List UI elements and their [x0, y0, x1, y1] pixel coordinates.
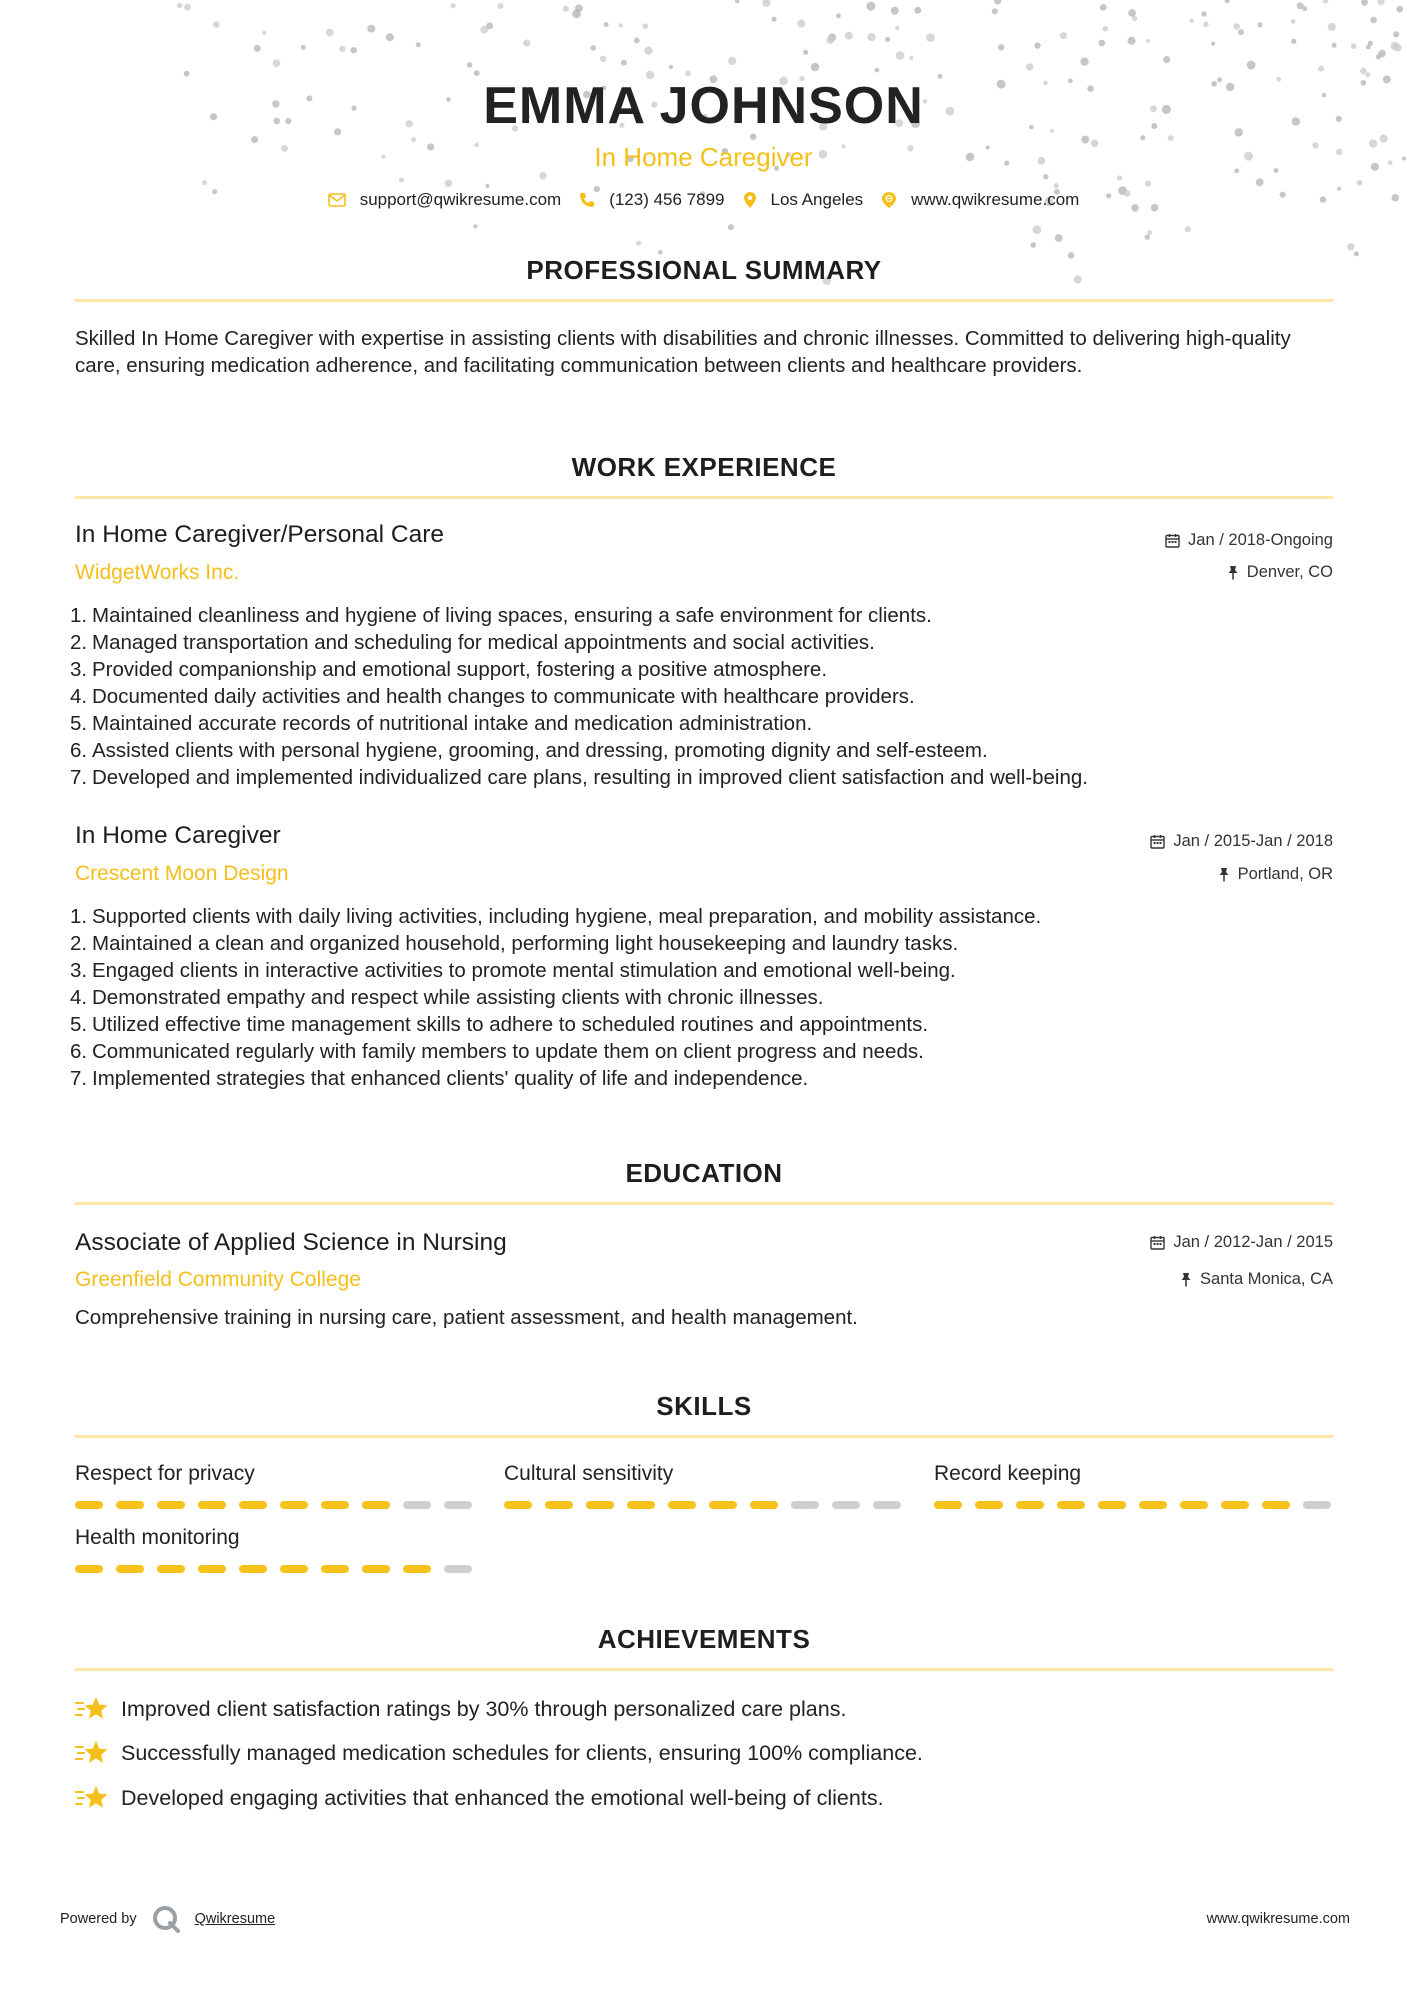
job-title: In Home Caregiver	[75, 822, 281, 849]
skill-level-segment	[239, 1501, 267, 1509]
job-date	[1150, 832, 1333, 851]
contact-phone[interactable]	[579, 190, 724, 210]
skill-level-segment	[444, 1565, 472, 1573]
list-item-text: Demonstrated empathy and respect while assisting clients with chronic illnesses.	[92, 986, 824, 1009]
skill-level-segment	[1098, 1501, 1126, 1509]
pushpin-icon	[1180, 1272, 1192, 1287]
achievement-text: Successfully managed medication schedules for clients, ensuring 100% compliance.	[121, 1740, 923, 1765]
skill-level-segment	[1057, 1501, 1085, 1509]
skill-level-segment	[280, 1565, 308, 1573]
degree-title: Associate of Applied Science in Nursing	[75, 1229, 507, 1256]
list-item-number: 1.	[70, 905, 88, 928]
skill-level-segment	[545, 1501, 573, 1509]
skill-level-segment	[1016, 1501, 1044, 1509]
contact-website[interactable]	[881, 190, 1079, 210]
skill-level-segment	[873, 1501, 901, 1509]
list-item	[70, 737, 1340, 764]
skill-level-bar	[75, 1501, 475, 1509]
list-item-text: Maintained a clean and organized household, performing light housekeeping and laundry tasks.	[92, 932, 959, 955]
achievement-item	[75, 1695, 846, 1723]
achievement-item	[75, 1784, 884, 1812]
skill-item	[75, 1461, 475, 1509]
list-item	[70, 984, 1340, 1011]
list-item-number: 3.	[70, 658, 88, 681]
list-item-number: 4.	[70, 685, 88, 708]
calendar-icon	[1150, 834, 1165, 849]
star-icon	[75, 1784, 109, 1812]
skills-heading: SKILLS	[656, 1391, 752, 1421]
globe-pin-icon	[881, 191, 897, 209]
powered-by	[60, 1904, 275, 1934]
list-item-text: Developed and implemented individualized care plans, resulting in improved client satisfaction and well-being.	[92, 766, 1088, 789]
job-company: Crescent Moon Design	[75, 862, 289, 885]
resume-header	[0, 74, 1407, 210]
page-footer	[60, 1904, 1350, 1934]
list-item-number: 2.	[70, 631, 88, 654]
list-item	[70, 656, 1340, 683]
skill-level-segment	[1262, 1501, 1290, 1509]
experience-heading: WORK EXPERIENCE	[571, 452, 837, 482]
education-location	[1180, 1270, 1333, 1289]
education-description: Comprehensive training in nursing care, patient assessment, and health management.	[75, 1306, 858, 1329]
list-item-number: 5.	[70, 712, 88, 735]
job-location	[1227, 563, 1333, 582]
contact-bar	[0, 190, 1407, 210]
summary-heading: PROFESSIONAL SUMMARY	[526, 255, 882, 285]
brand-link[interactable]: Qwikresume	[194, 1911, 276, 1927]
skill-level-segment	[709, 1501, 737, 1509]
envelope-icon	[328, 193, 346, 207]
skill-level-segment	[362, 1501, 390, 1509]
skill-item	[75, 1525, 475, 1573]
list-item-text: Provided companionship and emotional support, fostering a positive atmosphere.	[92, 658, 828, 681]
list-item-number: 6.	[70, 1040, 88, 1063]
job-location	[1218, 865, 1333, 884]
job-date-text: Jan / 2015-Jan / 2018	[1173, 832, 1333, 850]
star-icon	[75, 1695, 109, 1723]
list-item	[70, 903, 1340, 930]
skill-level-segment	[403, 1501, 431, 1509]
list-item-number: 2.	[70, 932, 88, 955]
list-item-number: 3.	[70, 959, 88, 982]
list-item-number: 7.	[70, 766, 88, 789]
job-date-text: Jan / 2018-Ongoing	[1188, 531, 1333, 549]
summary-text: Skilled In Home Caregiver with expertise in assisting clients with disabilities and chronic illnesses. Committed to delivering high-quality care, ensuring medication adherence, and facilitating communication between clients and healthcare providers.	[75, 327, 1291, 377]
pushpin-icon	[1218, 867, 1230, 882]
skill-level-segment	[75, 1565, 103, 1573]
list-item-text: Maintained cleanliness and hygiene of living spaces, ensuring a safe environment for clients.	[92, 604, 932, 627]
skill-level-bar	[75, 1565, 475, 1573]
skill-label: Health monitoring	[75, 1526, 240, 1549]
list-item	[70, 930, 1340, 957]
calendar-icon	[1165, 533, 1180, 548]
list-item	[70, 683, 1340, 710]
skill-level-segment	[198, 1501, 226, 1509]
list-item	[70, 764, 1340, 791]
skill-item	[504, 1461, 904, 1509]
skill-item	[934, 1461, 1334, 1509]
list-item	[70, 1065, 1340, 1092]
skill-level-bar	[934, 1501, 1334, 1509]
phone-text: (123) 456 7899	[609, 190, 725, 209]
skill-level-segment	[586, 1501, 614, 1509]
contact-email[interactable]	[328, 190, 562, 210]
list-item-text: Maintained accurate records of nutritional intake and medication administration.	[92, 712, 813, 735]
achievement-item	[75, 1739, 923, 1767]
list-item-text: Documented daily activities and health changes to communicate with healthcare providers.	[92, 685, 915, 708]
map-pin-icon	[743, 191, 757, 209]
email-text: support@qwikresume.com	[359, 190, 562, 209]
list-item-text: Implemented strategies that enhanced clients' quality of life and independence.	[92, 1067, 809, 1090]
website-text: www.qwikresume.com	[911, 190, 1080, 209]
location-text: Los Angeles	[770, 190, 864, 209]
pushpin-icon	[1227, 565, 1239, 580]
list-item	[70, 710, 1340, 737]
skill-level-segment	[1180, 1501, 1208, 1509]
list-item-text: Supported clients with daily living activities, including hygiene, meal preparation, and mobility assistance.	[92, 905, 1042, 928]
skill-level-segment	[832, 1501, 860, 1509]
job-date	[1165, 531, 1333, 550]
achievement-text: Developed engaging activities that enhanced the emotional well-being of clients.	[121, 1785, 884, 1810]
skill-level-bar	[504, 1501, 904, 1509]
skill-level-segment	[627, 1501, 655, 1509]
education-divider	[75, 1202, 1333, 1205]
list-item-number: 4.	[70, 986, 88, 1009]
skill-level-segment	[198, 1565, 226, 1573]
skill-level-segment	[403, 1565, 431, 1573]
skill-level-segment	[444, 1501, 472, 1509]
skill-level-segment	[362, 1565, 390, 1573]
list-item-number: 6.	[70, 739, 88, 762]
candidate-role: In Home Caregiver	[594, 142, 813, 172]
contact-location	[743, 190, 864, 210]
list-item-text: Managed transportation and scheduling for medical appointments and social activities.	[92, 631, 875, 654]
list-item-number: 7.	[70, 1067, 88, 1090]
list-item-text: Communicated regularly with family members to update them on client progress and needs.	[92, 1040, 924, 1063]
list-item-number: 1.	[70, 604, 88, 627]
powered-by-label: Powered by	[60, 1911, 137, 1927]
qwikresume-logo-icon	[151, 1904, 181, 1934]
skill-level-segment	[750, 1501, 778, 1509]
job-location-text: Portland, OR	[1237, 865, 1333, 883]
school-name: Greenfield Community College	[75, 1268, 361, 1291]
achievements-heading: ACHIEVEMENTS	[597, 1624, 811, 1654]
skill-level-segment	[116, 1565, 144, 1573]
skill-level-segment	[1221, 1501, 1249, 1509]
achievement-text: Improved client satisfaction ratings by 30% through personalized care plans.	[121, 1696, 847, 1721]
summary-divider	[75, 299, 1333, 302]
experience-divider	[75, 496, 1333, 499]
skill-level-segment	[975, 1501, 1003, 1509]
education-date	[1150, 1233, 1333, 1252]
phone-icon	[579, 192, 595, 208]
skill-level-segment	[668, 1501, 696, 1509]
achievements-divider	[75, 1668, 1333, 1671]
skill-level-segment	[280, 1501, 308, 1509]
skill-level-segment	[157, 1501, 185, 1509]
job-bullets	[70, 903, 1340, 1092]
list-item	[70, 1011, 1340, 1038]
skill-label: Respect for privacy	[75, 1462, 255, 1485]
skill-level-segment	[504, 1501, 532, 1509]
list-item-text: Utilized effective time management skills to adhere to scheduled routines and appointments.	[92, 1013, 929, 1036]
job-bullets	[70, 602, 1340, 791]
star-icon	[75, 1739, 109, 1767]
skills-divider	[75, 1435, 1333, 1438]
skill-level-segment	[75, 1501, 103, 1509]
list-item-text: Engaged clients in interactive activities to promote mental stimulation and emotional well-being.	[92, 959, 956, 982]
list-item	[70, 629, 1340, 656]
list-item-number: 5.	[70, 1013, 88, 1036]
list-item-text: Assisted clients with personal hygiene, grooming, and dressing, promoting dignity and self-esteem.	[92, 739, 988, 762]
job-title: In Home Caregiver/Personal Care	[75, 521, 445, 548]
skill-level-segment	[157, 1565, 185, 1573]
education-heading: EDUCATION	[625, 1158, 783, 1188]
skill-level-segment	[1303, 1501, 1331, 1509]
calendar-icon	[1150, 1235, 1165, 1250]
list-item	[70, 602, 1340, 629]
footer-site-link[interactable]: www.qwikresume.com	[1206, 1911, 1350, 1927]
skill-level-segment	[791, 1501, 819, 1509]
skill-label: Cultural sensitivity	[504, 1462, 674, 1485]
skill-level-segment	[934, 1501, 962, 1509]
skill-level-segment	[321, 1565, 349, 1573]
skill-level-segment	[1139, 1501, 1167, 1509]
job-location-text: Denver, CO	[1246, 563, 1333, 581]
education-date-text: Jan / 2012-Jan / 2015	[1173, 1233, 1333, 1251]
skill-level-segment	[116, 1501, 144, 1509]
list-item	[70, 1038, 1340, 1065]
skill-label: Record keeping	[934, 1462, 1082, 1485]
list-item	[70, 957, 1340, 984]
job-company: WidgetWorks Inc.	[75, 561, 240, 584]
skill-level-segment	[239, 1565, 267, 1573]
candidate-name: EMMA JOHNSON	[483, 77, 924, 135]
education-location-text: Santa Monica, CA	[1200, 1270, 1333, 1288]
skill-level-segment	[321, 1501, 349, 1509]
